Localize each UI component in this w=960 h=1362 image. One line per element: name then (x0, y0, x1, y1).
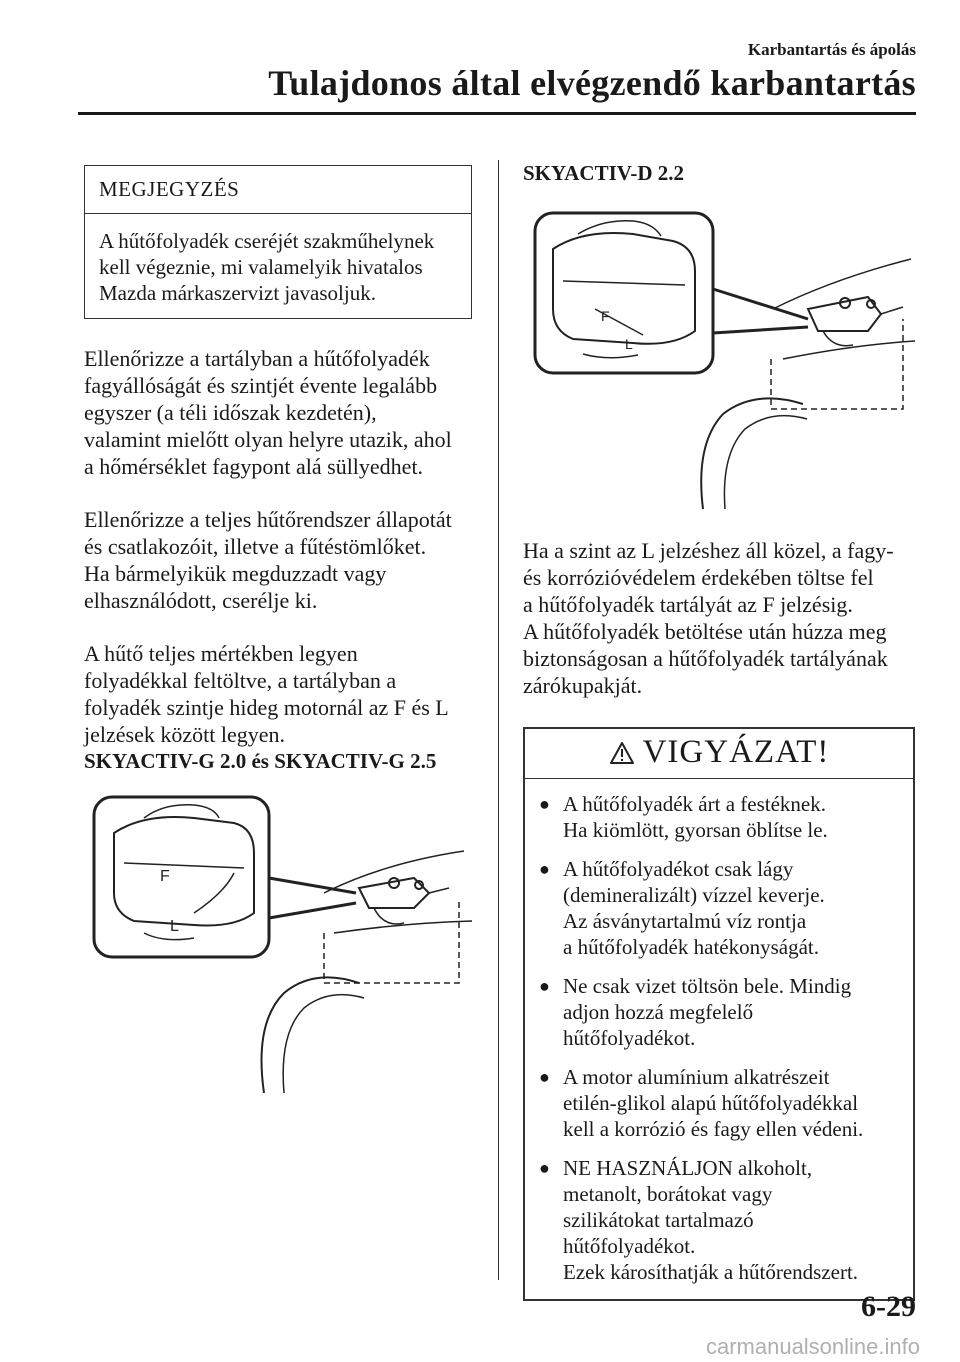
illustration-gasoline-reservoir (84, 793, 472, 1099)
text-line: egyszer (a téli időszak kezdetén), (84, 400, 377, 425)
watermark: carmanualsonline.info (705, 1334, 920, 1359)
diesel-reservoir-illustration-svg (523, 209, 915, 509)
fig-label-f: F (160, 868, 170, 885)
fig-label-l: L (170, 918, 179, 935)
warning-heading (525, 729, 913, 779)
text-line: Ezek károsíthatják a hűtőrendszert. (563, 1260, 859, 1284)
body-reservoir (359, 878, 429, 908)
warning-triangle-icon (609, 741, 635, 765)
text-line: Ellenőrizze a tartályban a hűtőfolyadék (84, 346, 430, 371)
note-heading: MEGJEGYZÉS (85, 166, 471, 214)
paragraph-check-hoses (84, 506, 472, 614)
text-line: metanolt, borátokat vagy (563, 1182, 773, 1206)
text-line: szilikátokat tartalmazó (563, 1208, 754, 1232)
text-line: kell a korrózió és fagy ellen védeni. (563, 1117, 864, 1141)
inset-frame (94, 797, 269, 957)
text-line: folyadék szintje hideg motornál az F és L (84, 695, 449, 720)
text-line: NE HASZNÁLJON alkoholt, (563, 1156, 813, 1180)
subheading-gasoline: SKYACTIV-G 2.0 és SKYACTIV-G 2.5 (84, 749, 437, 773)
inset-tank (553, 233, 695, 344)
fig-label-l: L (625, 336, 633, 352)
text-line: etilén-glikol alapú hűtőfolyadékkal (563, 1091, 859, 1115)
header-rule (78, 112, 916, 115)
warning-item-text (563, 1155, 901, 1285)
warning-item (539, 973, 901, 1051)
text-line: (demineralizált) vízzel keverje. (563, 883, 825, 907)
text-line: valamint mielőtt olyan helyre utazik, ahol (84, 427, 452, 452)
warning-item (539, 791, 901, 843)
text-line: A hűtőfolyadék betöltése után húzza meg (523, 619, 887, 644)
note-line: kell végeznie, mi valamelyik hivatalos (99, 255, 423, 279)
warning-item-text (563, 791, 901, 843)
inset-tank (114, 817, 254, 926)
column-divider (498, 160, 499, 1280)
text-line: Ha a szint az L jelzéshez áll közel, a fagy- (523, 538, 894, 563)
warning-item (539, 856, 901, 960)
note-box (84, 165, 472, 319)
text-line: folyadékkal feltöltve, a tartályban a (84, 668, 397, 693)
warning-item (539, 1155, 901, 1285)
page-number: 6-29 (861, 1290, 916, 1323)
bullet: ● (539, 859, 550, 879)
text-line: a hűtőfolyadék tartályát az F jelzésig. (523, 592, 853, 617)
text-line: és csatlakozóit, illetve a fűtéstömlőket. (84, 534, 427, 559)
warning-box (523, 727, 915, 1301)
fig-label-f: F (601, 308, 610, 324)
text-line: adjon hozzá megfelelő (563, 1000, 754, 1024)
warning-title: VIGYÁZAT! (642, 734, 830, 770)
text-line: jelzések között legyen. (84, 722, 285, 747)
note-line: A hűtőfolyadék cseréjét szakműhelynek (99, 229, 435, 253)
right-column (523, 160, 915, 1301)
note-body (85, 214, 471, 318)
text-line: hűtőfolyadékot. (563, 1234, 696, 1258)
text-line: hűtőfolyadékot. (563, 1026, 696, 1050)
reservoir-illustration-svg (84, 793, 472, 1093)
paragraph-check-antifreeze (84, 345, 472, 480)
text-line: a hűtőfolyadék hatékonyságát. (563, 935, 819, 959)
text-line: Ellenőrizze a teljes hűtőrendszer állapotát (84, 507, 452, 532)
bullet: ● (539, 794, 550, 814)
text-line: Ha kiömlött, gyorsan öblítse le. (563, 818, 828, 842)
text-line: A hűtőfolyadék árt a festéknek. (563, 792, 826, 816)
text-line: Az ásványtartalmú víz rontja (563, 909, 807, 933)
paragraph-fluid-level (84, 640, 472, 748)
text-line: Ne csak vizet töltsön bele. Mindig (563, 974, 852, 998)
text-line: a hőmérséklet fagypont alá süllyedhet. (84, 454, 424, 479)
bullet: ● (539, 1158, 550, 1178)
warning-list (525, 779, 913, 1299)
text-line: elhasználódott, cserélje ki. (84, 588, 318, 613)
inset-frame (535, 213, 713, 373)
section-title: Karbantartás és ápolás (747, 40, 916, 59)
text-line: és korrózióvédelem érdekében töltse fel (523, 565, 874, 590)
text-line: A hűtőfolyadékot csak lágy (563, 857, 794, 881)
bullet: ● (539, 976, 550, 996)
bullet: ● (539, 1067, 550, 1087)
left-column (84, 165, 472, 1099)
warning-item (539, 1064, 901, 1142)
page-title: Tulajdonos által elvégzendő karbantartás (268, 63, 916, 103)
subheading-diesel: SKYACTIV-D 2.2 (523, 161, 685, 185)
text-line: A hűtő teljes mértékben legyen (84, 641, 358, 666)
paragraph-refill (523, 537, 915, 699)
body-reservoir (808, 297, 881, 331)
illustration-diesel-reservoir (523, 209, 915, 515)
text-line: biztonságosan a hűtőfolyadék tartályának (523, 646, 888, 671)
warning-item-text (563, 856, 901, 960)
text-line: Ha bármelyikük megduzzadt vagy (84, 561, 387, 586)
text-line: A motor alumínium alkatrészeit (563, 1065, 830, 1089)
note-line: Mazda márkaszervizt javasoljuk. (99, 281, 376, 305)
text-line: fagyállóságát és szintjét évente legalább (84, 373, 438, 398)
warning-item-text (563, 973, 901, 1051)
text-line: zárókupakját. (523, 673, 643, 698)
warning-item-text (563, 1064, 901, 1142)
